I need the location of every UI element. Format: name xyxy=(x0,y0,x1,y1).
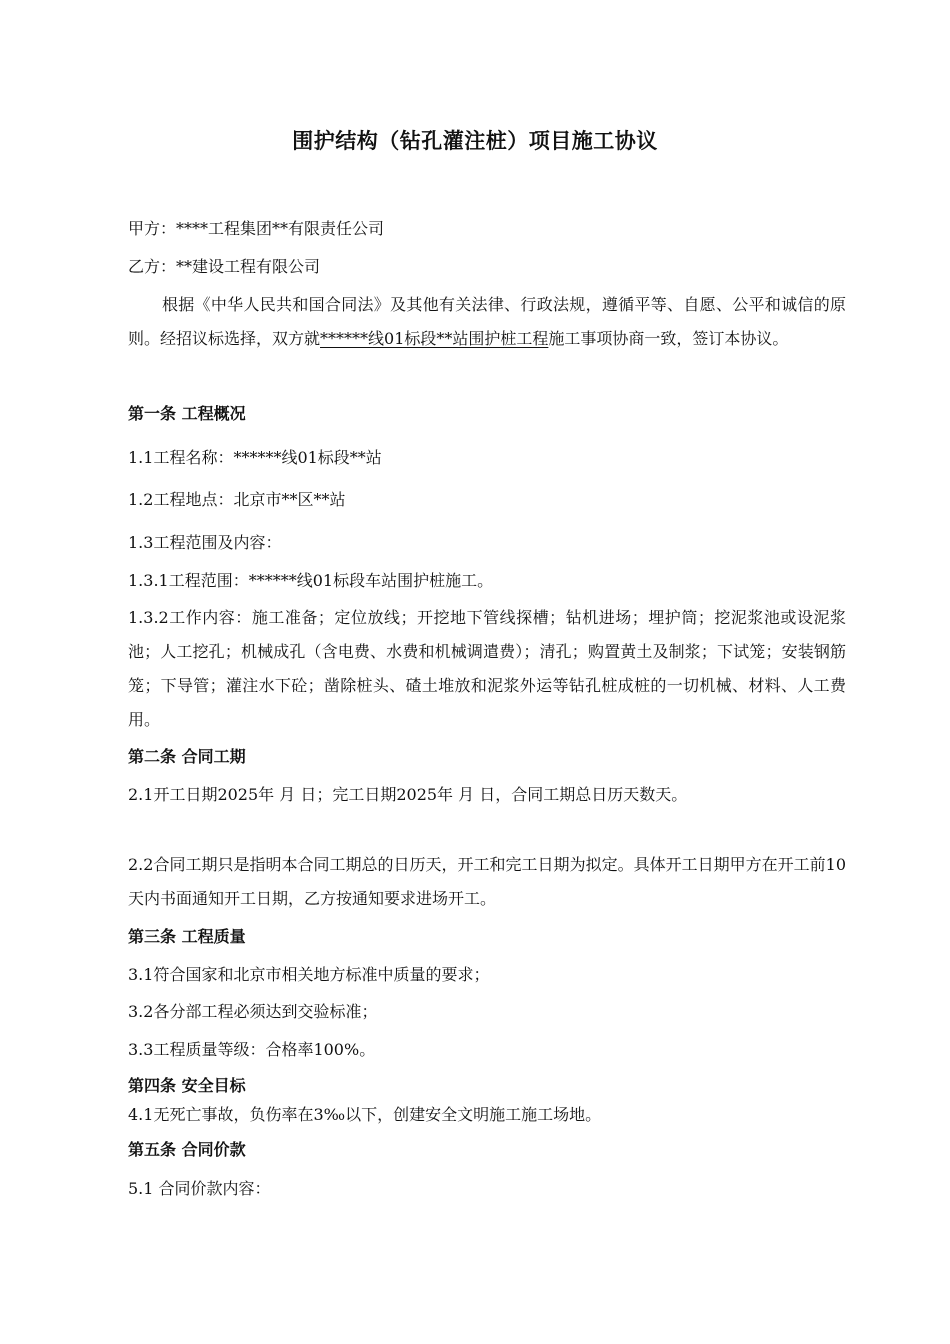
item-4-1: 4.1无死亡事故，负伤率在3‰以下，创建安全文明施工施工场地。 xyxy=(128,1105,602,1124)
party-b: 乙方：**建设工程有限公司 xyxy=(128,257,321,276)
project-name-underlined: ******线01标段**站围护桩工程 xyxy=(320,329,549,348)
article-4-heading: 第四条 安全目标 xyxy=(128,1076,246,1095)
item-5-1: 5.1 合同价款内容： xyxy=(128,1179,271,1198)
article-5-heading: 第五条 合同价款 xyxy=(128,1140,246,1159)
preamble-text-after: 施工事项协商一致，签订本协议。 xyxy=(548,329,789,348)
preamble-paragraph xyxy=(128,288,846,356)
item-2-1: 2.1开工日期2025年 月 日；完工日期2025年 月 日，合同工期总日历天数天。 xyxy=(128,785,688,804)
item-3-1: 3.1符合国家和北京市相关地方标准中质量的要求； xyxy=(128,965,490,984)
article-2-heading: 第二条 合同工期 xyxy=(128,747,246,766)
item-1-3: 1.3工程范围及内容： xyxy=(128,533,282,552)
article-1-heading: 第一条 工程概况 xyxy=(128,404,246,423)
item-3-3: 3.3工程质量等级：合格率100%。 xyxy=(128,1040,376,1059)
item-1-3-2: 1.3.2工作内容：施工准备；定位放线；开挖地下管线探槽；钻机进场；埋护筒；挖泥浆池或设泥浆池；人工挖孔；机械成孔（含电费、水费和机械调遣费）；清孔；购置黄土及制浆；下试笼；安装钢筋笼；下导管；灌注水下砼；凿除桩头、碴土堆放和泥浆外运等钻孔桩成桩的一切机械、材料、人工费用。 xyxy=(128,608,846,729)
preamble-text-before: 根据《中华人民共和国合同法》及其他有关法律、行政法规，遵循平等、自愿、公平和诚信的原则。经招议标选择，双方就 xyxy=(128,295,846,348)
document-title: 围护结构（钻孔灌注桩）项目施工协议 xyxy=(292,129,658,153)
item-2-2: 2.2合同工期只是指明本合同工期总的日历天，开工和完工日期为拟定。具体开工日期甲方在开工前10天内书面通知开工日期，乙方按通知要求进场开工。 xyxy=(128,855,846,908)
item-1-1: 1.1工程名称：******线01标段**站 xyxy=(128,448,382,467)
item-1-2: 1.2工程地点：北京市**区**站 xyxy=(128,490,346,509)
item-1-3-1: 1.3.1工程范围：******线01标段车站围护桩施工。 xyxy=(128,571,494,590)
article-3-heading: 第三条 工程质量 xyxy=(128,927,246,946)
item-3-2: 3.2各分部工程必须达到交验标准； xyxy=(128,1002,378,1021)
party-a: 甲方：****工程集团**有限责任公司 xyxy=(128,219,385,238)
